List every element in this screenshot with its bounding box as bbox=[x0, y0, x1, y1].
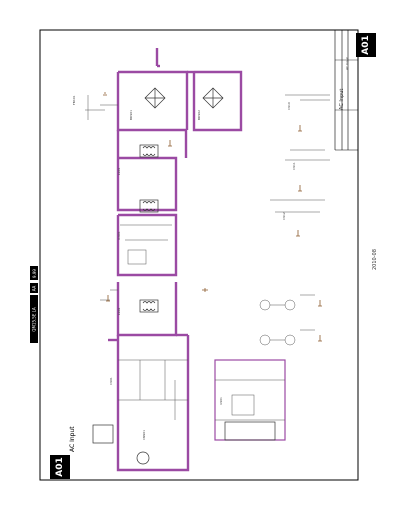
side-label: AC Input bbox=[345, 57, 349, 70]
svg-text:CN901: CN901 bbox=[142, 429, 146, 440]
section-title: AC Input bbox=[69, 426, 76, 452]
svg-text:IC901: IC901 bbox=[117, 231, 121, 240]
component-labels bbox=[72, 95, 296, 440]
svg-text:C910: C910 bbox=[287, 102, 291, 110]
sheet-note: 2010-08 bbox=[372, 249, 378, 270]
sheet-border bbox=[40, 30, 358, 480]
rev-tag-1: AA bbox=[30, 283, 38, 293]
svg-text:L902: L902 bbox=[117, 307, 121, 315]
svg-text:C901: C901 bbox=[109, 377, 113, 385]
sheet-id-top: A01 bbox=[356, 33, 376, 57]
svg-text:C912: C912 bbox=[282, 212, 286, 220]
ac-input-connector bbox=[93, 422, 275, 464]
svg-text:FB401: FB401 bbox=[72, 95, 76, 105]
common-mode-chokes bbox=[140, 145, 158, 312]
svg-text:BD901: BD901 bbox=[129, 109, 133, 120]
rev-tag-2: 9.99 bbox=[30, 266, 38, 280]
bridge-rectifiers bbox=[145, 88, 223, 108]
signal-wires bbox=[85, 95, 330, 440]
svg-text:L901: L901 bbox=[117, 167, 121, 175]
model-tag: QM15.5E LA bbox=[30, 295, 38, 343]
sheet-id-bottom: A01 bbox=[50, 455, 70, 479]
svg-text:C911: C911 bbox=[292, 162, 296, 170]
title-block-label: AC Input bbox=[339, 88, 345, 110]
svg-text:U901: U901 bbox=[219, 397, 223, 405]
svg-text:BD902: BD902 bbox=[197, 109, 201, 120]
